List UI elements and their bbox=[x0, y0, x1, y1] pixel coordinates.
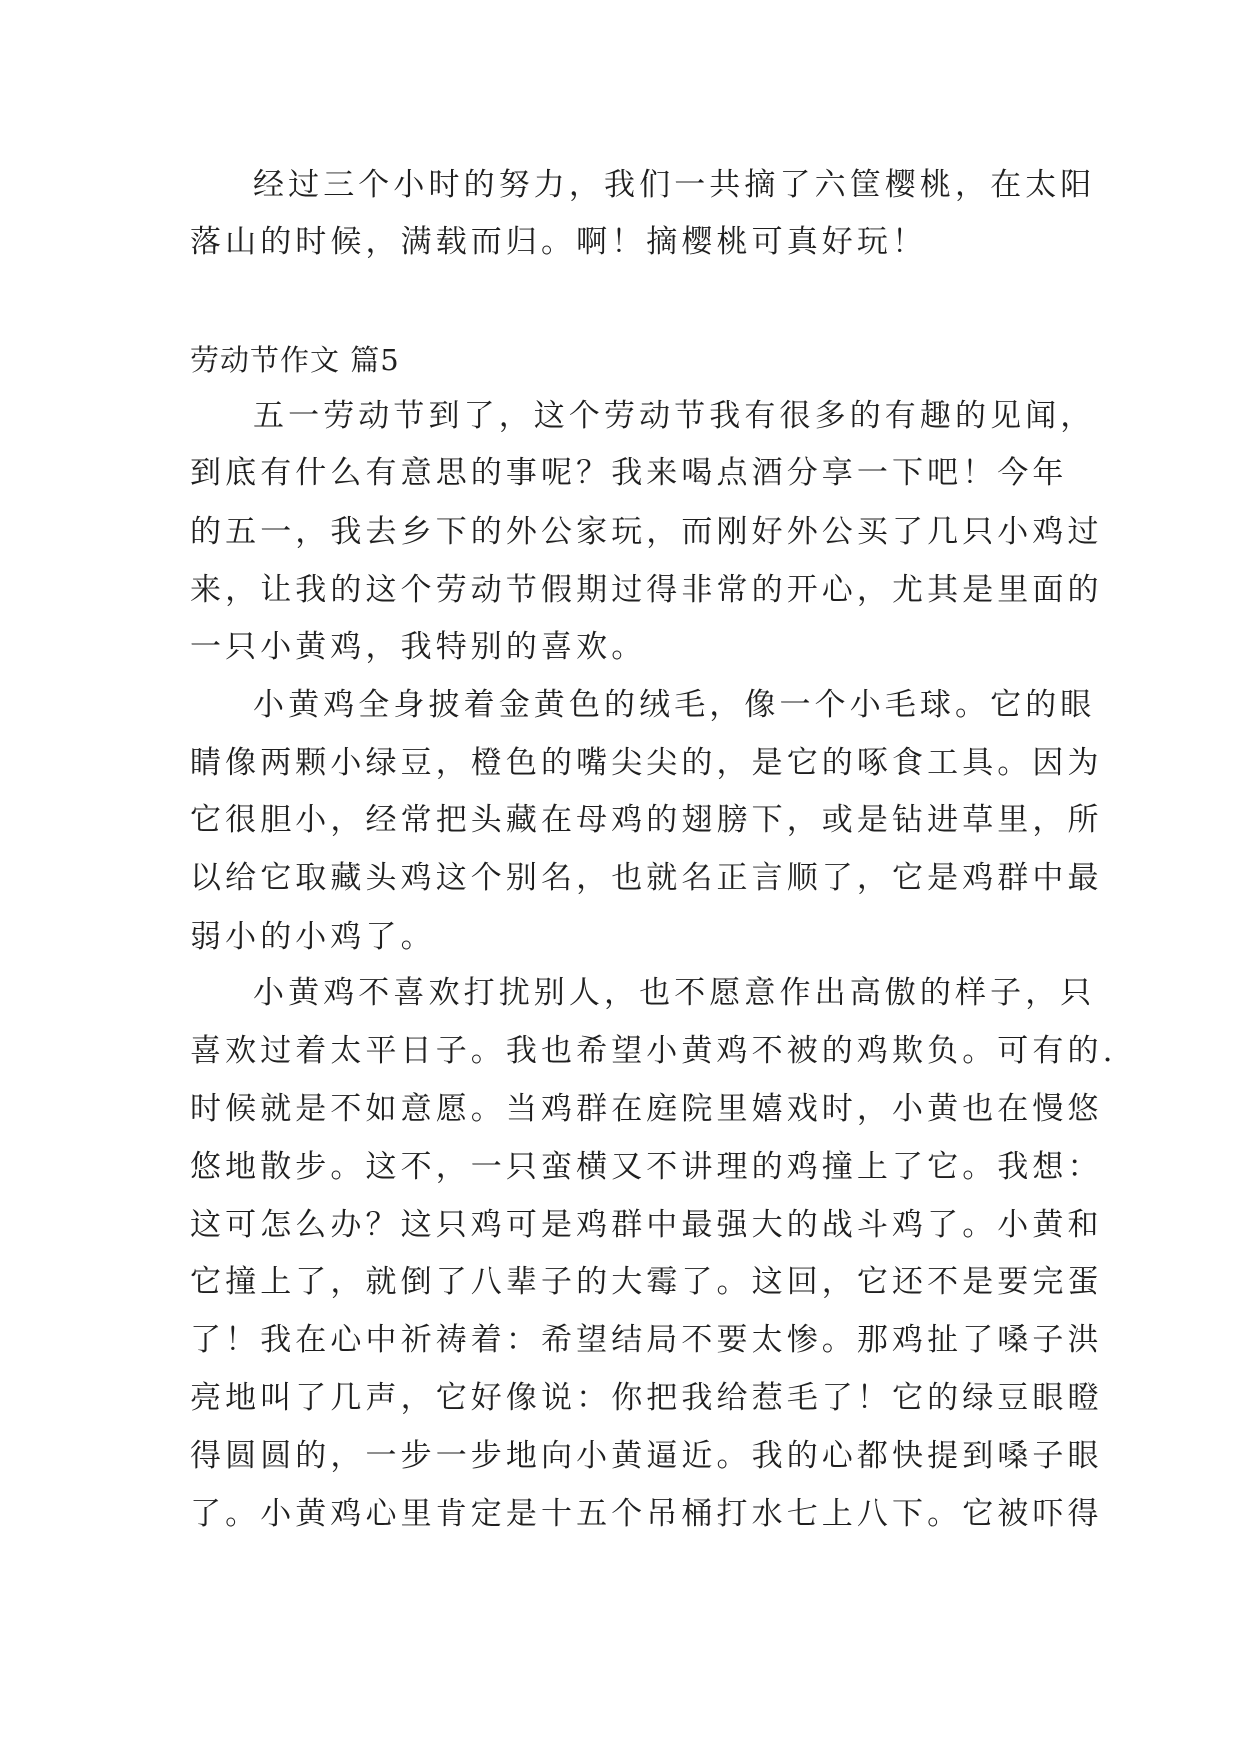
text-line: 的五一，我去乡下的外公家玩，而刚好外公买了几只小鸡过 bbox=[190, 514, 1103, 550]
text-line: 来，让我的这个劳动节假期过得非常的开心，尤其是里面的 bbox=[190, 572, 1103, 608]
text-line: 以给它取藏头鸡这个别名，也就名正言顺了，它是鸡群中最 bbox=[190, 860, 1103, 896]
text-line: 弱小的小鸡了。 bbox=[190, 919, 436, 955]
text-line: 经过三个小时的努力，我们一共摘了六筐樱桃，在太阳 bbox=[253, 167, 1096, 203]
text-line: 一只小黄鸡，我特别的喜欢。 bbox=[190, 629, 647, 665]
text-line: 这可怎么办？这只鸡可是鸡群中最强大的战斗鸡了。小黄和 bbox=[190, 1207, 1103, 1243]
text-line: 到底有什么有意思的事呢？我来喝点酒分享一下吧！今年 bbox=[190, 455, 1068, 491]
text-line: 了！我在心中祈祷着：希望结局不要太惨。那鸡扯了嗓子洪 bbox=[190, 1322, 1103, 1358]
text-line: 小黄鸡全身披着金黄色的绒毛，像一个小毛球。它的眼 bbox=[253, 687, 1096, 723]
text-line: 落山的时候，满载而归。啊！摘樱桃可真好玩！ bbox=[190, 224, 928, 260]
text-line: 小黄鸡不喜欢打扰别人，也不愿意作出高傲的样子，只 bbox=[253, 975, 1096, 1011]
text-line: 它很胆小，经常把头藏在母鸡的翅膀下，或是钻进草里，所 bbox=[190, 802, 1103, 838]
text-line: 五一劳动节到了，这个劳动节我有很多的有趣的见闻， bbox=[253, 398, 1096, 434]
text-line: 它撞上了，就倒了八辈子的大霉了。这回，它还不是要完蛋 bbox=[190, 1264, 1103, 1300]
text-line: 了。小黄鸡心里肯定是十五个吊桶打水七上八下。它被吓得 bbox=[190, 1496, 1103, 1532]
text-line: 时候就是不如意愿。当鸡群在庭院里嬉戏时，小黄也在慢悠 bbox=[190, 1091, 1103, 1127]
text-line: 得圆圆的，一步一步地向小黄逼近。我的心都快提到嗓子眼 bbox=[190, 1438, 1103, 1474]
text-line: 悠地散步。这不，一只蛮横又不讲理的鸡撞上了它。我想： bbox=[190, 1149, 1103, 1185]
text-line: 亮地叫了几声，它好像说：你把我给惹毛了！它的绿豆眼瞪 bbox=[190, 1380, 1103, 1416]
section-heading: 劳动节作文 篇5 bbox=[190, 343, 400, 377]
text-line: 睛像两颗小绿豆，橙色的嘴尖尖的，是它的啄食工具。因为 bbox=[190, 745, 1103, 781]
text-line: 喜欢过着太平日子。我也希望小黄鸡不被的鸡欺负。可有的. bbox=[190, 1033, 1117, 1069]
